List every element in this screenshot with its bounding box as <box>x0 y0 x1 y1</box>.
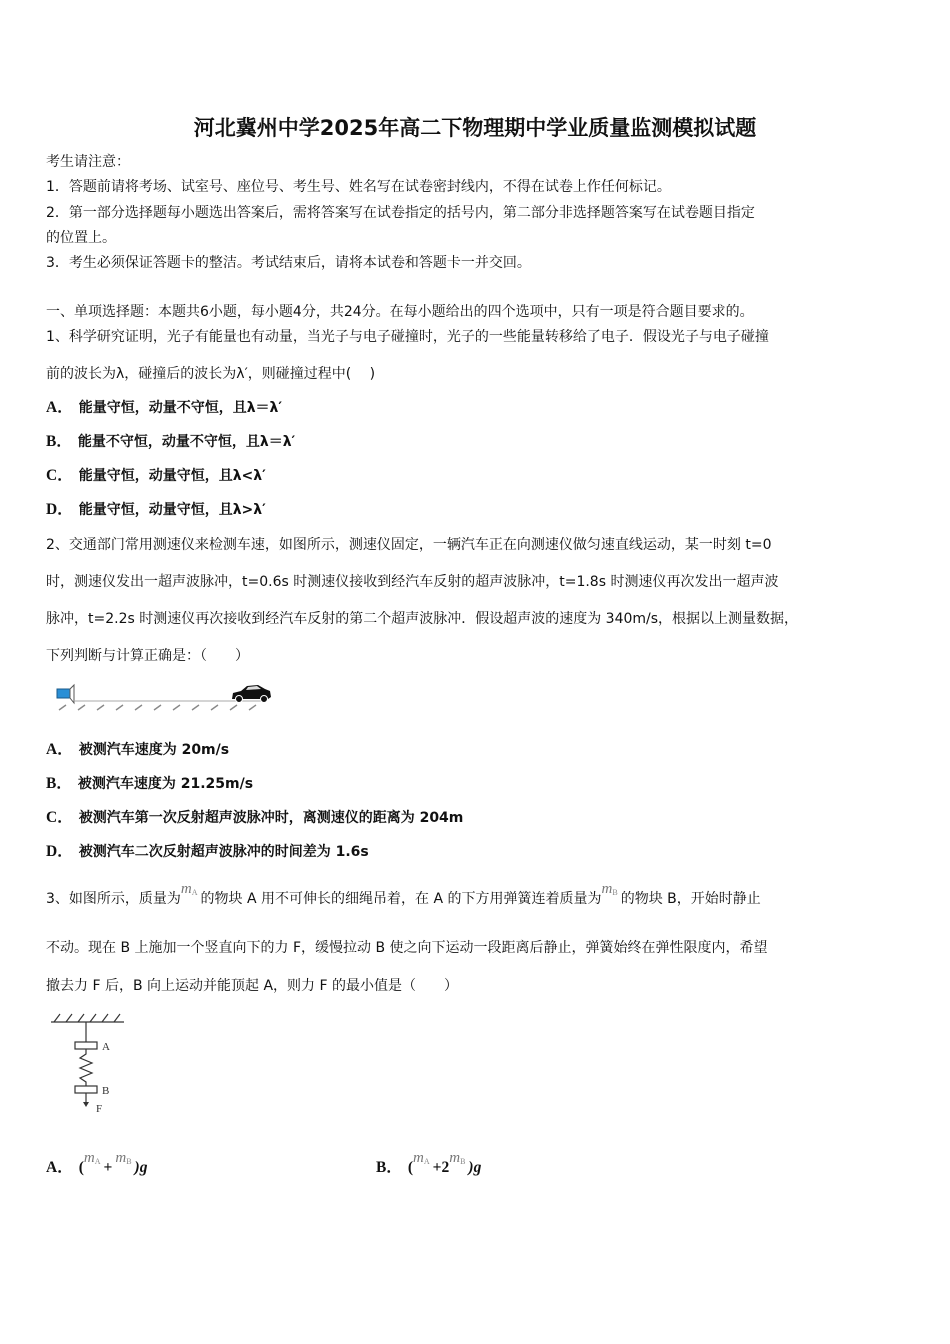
q1-option-a <box>46 398 282 418</box>
speed-detector-figure <box>52 680 277 716</box>
math-symbol: m <box>83 1150 95 1166</box>
q1-option-b <box>46 432 295 452</box>
math-subscript: A <box>191 888 198 897</box>
q1-stem-line1: 1、科学研究证明，光子有能量也有动量，当光子与电子碰撞时，光子的一些能量转移给了电子．假设光子与电子碰撞 <box>46 329 769 345</box>
q2-stem-line3: 脉冲，t=2.2s 时测速仪再次接收到经汽车反射的第二个超声波脉冲．假设超声波的速度为 340m/s，根据以上测量数据， <box>46 611 799 627</box>
q3-text: 3、如图所示，质量为 <box>46 891 181 907</box>
option-label: A． <box>46 399 73 416</box>
notice-item-1: 1．答题前请将考场、试室号、座位号、考生号、姓名写在试卷密封线内，不得在试卷上作任何标记。 <box>46 179 671 195</box>
math-subscript: A <box>423 1157 430 1166</box>
q2-stem-line2: 时，测速仪发出一超声波脉冲，t=0.6s 时测速仪接收到经汽车反射的超声波脉冲，t=1.8s 时测速仪再次发出一超声波 <box>46 574 779 590</box>
label-f: F <box>96 1103 103 1115</box>
q2-option-a <box>46 740 229 760</box>
q3-stem-line1 <box>46 881 761 911</box>
q2-option-c <box>46 808 463 828</box>
option-text: 能量守恒，动量不守恒，且λ＝λ′ <box>78 400 283 416</box>
option-label: A． <box>46 1159 73 1176</box>
notice-item-3: 3．考生必须保证答题卡的整洁。考试结束后，请将本试卷和答题卡一并交回。 <box>46 255 531 271</box>
q1-option-d <box>46 500 266 520</box>
spring-system-figure <box>46 1010 136 1120</box>
notice-heading: 考生请注意： <box>46 154 130 170</box>
option-text: 被测汽车速度为 20m/s <box>78 742 230 758</box>
q3-text: 的物块 B，开始时静止 <box>620 891 761 907</box>
paren-open: ( <box>78 1159 84 1176</box>
math-symbol: m <box>601 881 613 897</box>
option-label: A． <box>46 741 73 758</box>
math-symbol: m <box>413 1150 424 1166</box>
option-label: B． <box>376 1159 402 1176</box>
notice-item-2-cont: 的位置上。 <box>46 230 116 246</box>
q2-stem-line1: 2、交通部门常用测速仪来检测车速，如图所示，测速仪固定，一辆汽车正在向测速仪做匀速直线运动，某一时刻 t=0 <box>46 537 772 553</box>
q3-option-a <box>46 1150 153 1180</box>
page-title: 河北冀州中学2025年高二下物理期中学业质量监测模拟试题 <box>193 116 757 140</box>
q1-stem-line2: 前的波长为λ，碰撞后的波长为λ′，则碰撞过程中( ) <box>46 366 376 382</box>
q3-text: 的物块 A 用不可伸长的细绳吊着，在 A 的下方用弹簧连着质量为 <box>200 891 602 907</box>
paren-close-g: )g <box>468 1159 482 1176</box>
q2-option-d <box>46 842 369 862</box>
option-label: C． <box>46 467 73 484</box>
plus-sign: + <box>103 1159 113 1176</box>
option-label: B． <box>46 775 72 792</box>
math-subscript: B <box>126 1157 132 1166</box>
paren-close-g: )g <box>134 1159 148 1176</box>
math-symbol: m <box>115 1150 127 1166</box>
label-a: A <box>102 1041 110 1053</box>
block-b <box>75 1086 97 1093</box>
label-b: B <box>102 1085 110 1097</box>
option-text: 被测汽车速度为 21.25m/s <box>77 776 254 792</box>
paren-open: ( <box>407 1159 414 1176</box>
math-symbol: m <box>180 881 192 897</box>
option-text: 能量守恒，动量守恒，且λ>λ′ <box>78 502 266 518</box>
option-label: D． <box>46 843 73 860</box>
notice-item-2: 2．第一部分选择题每小题选出答案后，需将答案写在试卷指定的括号内，第二部分非选择题答案写在试卷题目指定 <box>46 205 755 221</box>
q3-stem-line3: 撤去力 F 后，B 向上运动并能顶起 A，则力 F 的最小值是（ ） <box>46 978 458 994</box>
spring-icon <box>80 1049 92 1086</box>
option-text: 被测汽车第一次反射超声波脉冲时，离测速仪的距离为 204m <box>78 810 464 826</box>
section-heading: 一、单项选择题：本题共6小题，每小题4分，共24分。在每小题给出的四个选项中，只有一项是符合题目要求的。 <box>46 304 754 320</box>
option-text: 能量守恒，动量守恒，且λ<λ′ <box>78 468 266 484</box>
math-subscript: A <box>94 1157 101 1166</box>
q3-option-b <box>376 1150 487 1180</box>
block-a <box>75 1042 97 1049</box>
math-subscript: B <box>612 888 618 897</box>
option-text: 能量不守恒，动量不守恒，且λ＝λ′ <box>77 434 296 450</box>
q2-option-b <box>46 774 253 794</box>
math-symbol: m <box>449 1150 461 1166</box>
plus-two: +2 <box>432 1159 450 1176</box>
q1-option-c <box>46 466 266 486</box>
option-label: C． <box>46 809 73 826</box>
speed-detector-icon <box>57 685 74 703</box>
option-text: 被测汽车二次反射超声波脉冲的时间差为 1.6s <box>78 844 369 860</box>
math-subscript: B <box>460 1157 466 1166</box>
q2-stem-line4: 下列判断与计算正确是：（ ） <box>46 648 249 664</box>
q3-stem-line2: 不动。现在 B 上施加一个竖直向下的力 F，缓慢拉动 B 使之向下运动一段距离后静止，弹簧始终在弹性限度内，希望 <box>46 940 768 956</box>
option-label: D． <box>46 501 73 518</box>
car-icon <box>232 685 271 703</box>
option-label: B． <box>46 433 72 450</box>
arrow-down-icon <box>83 1102 89 1107</box>
